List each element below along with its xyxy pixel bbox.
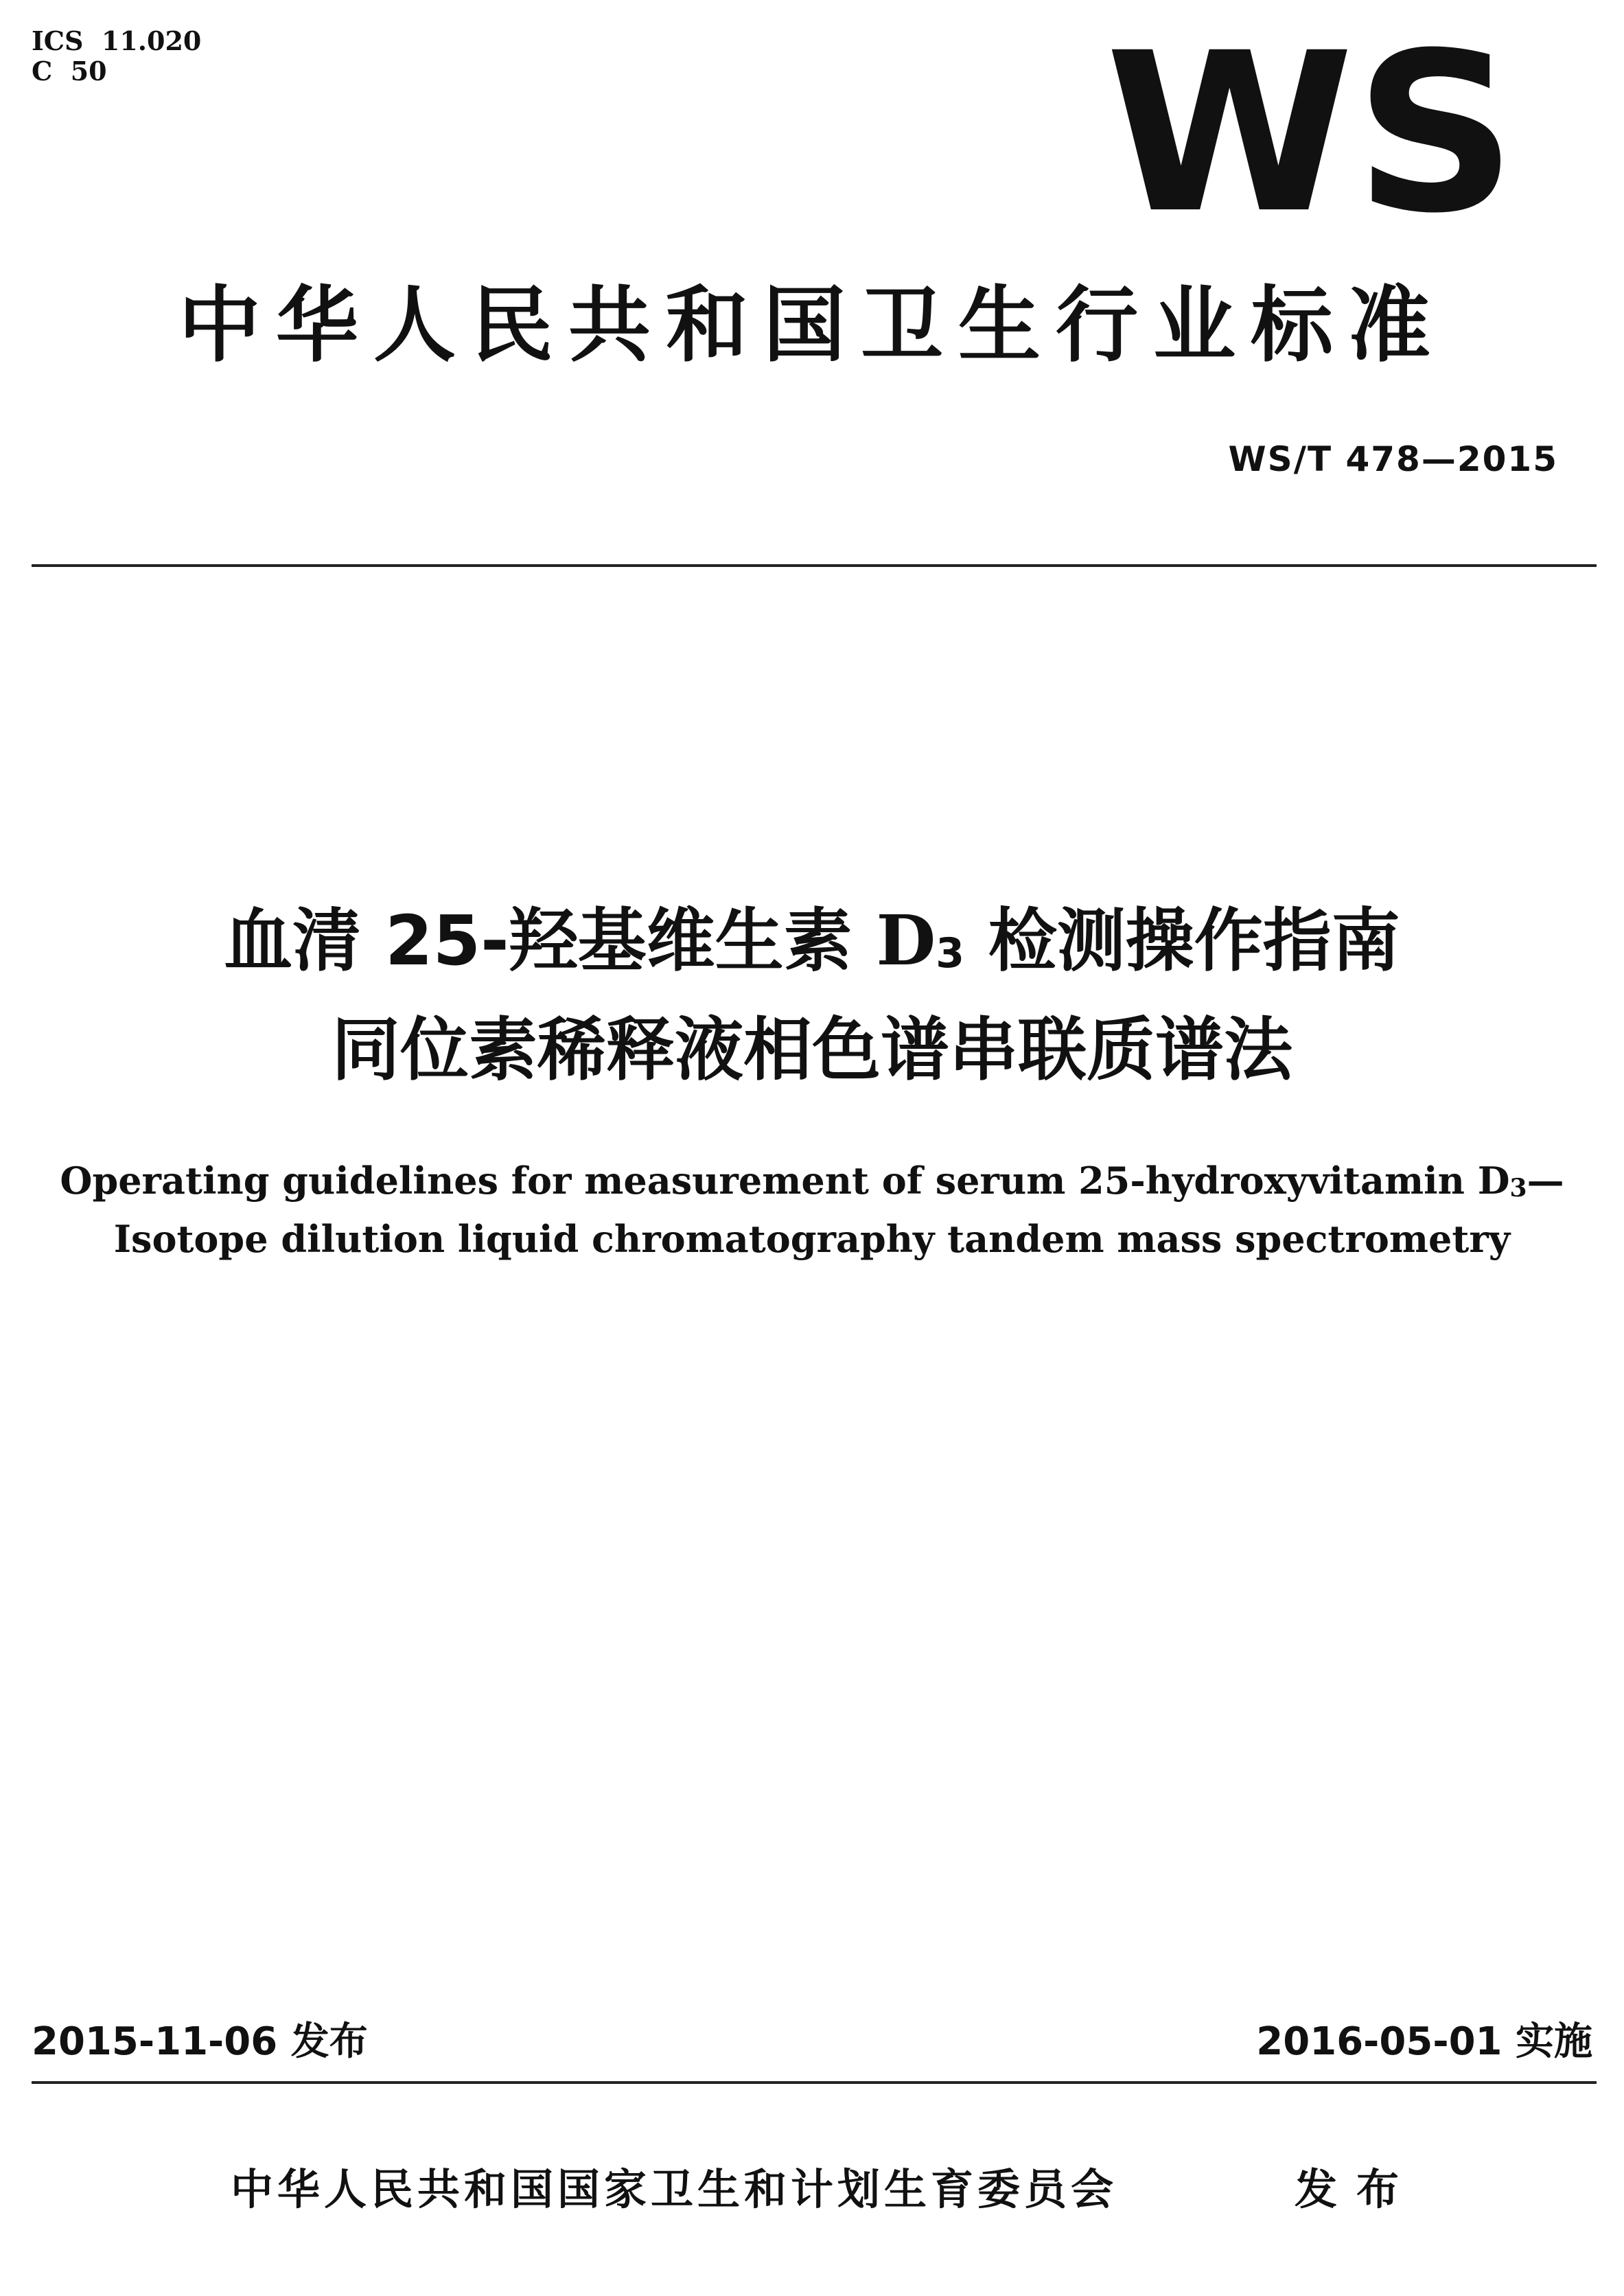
- chinese-title-line-2: 同位素稀释液相色谱串联质谱法: [332, 1010, 1292, 1090]
- footer-divider: [32, 2081, 1597, 2084]
- publish-label: 发布: [1295, 2164, 1419, 2214]
- english-title-line-2: Isotope dilution liquid chromatography tandem mass spectrometry: [113, 1217, 1511, 1261]
- chinese-title-line-1: [0, 892, 1624, 1001]
- publisher-name: 中华人民共和国国家卫生和计划生育委员会: [231, 2164, 1118, 2214]
- header-divider: [32, 564, 1597, 567]
- standard-category-title: 中华人民共和国卫生行业标准: [178, 278, 1446, 373]
- ccs-code: C 50: [32, 56, 107, 86]
- chinese-title-suffix: 检测操作指南: [964, 901, 1400, 981]
- classification-codes: [32, 26, 201, 86]
- english-title-line-1: [0, 1153, 1624, 1216]
- implementation-date: 2016-05-01 实施: [1256, 2019, 1592, 2064]
- chinese-title-subscript: 3: [936, 929, 964, 977]
- english-title-suffix: —: [1527, 1159, 1564, 1203]
- chinese-title-prefix: 血清 25-羟基维生素: [224, 901, 877, 981]
- issue-date: 2015-11-06 发布: [32, 2019, 368, 2064]
- ws-logo: [1098, 41, 1524, 227]
- chinese-title-d: D: [876, 900, 936, 981]
- ws-logo-text: WS: [1105, 41, 1517, 227]
- english-title-prefix: Operating guidelines for measurement of serum 25-hydroxyvitamin D: [60, 1159, 1510, 1203]
- english-title-subscript: 3: [1509, 1174, 1527, 1203]
- standard-number: WS/T 478—2015: [1228, 439, 1558, 479]
- ics-code: ICS 11.020: [32, 25, 202, 56]
